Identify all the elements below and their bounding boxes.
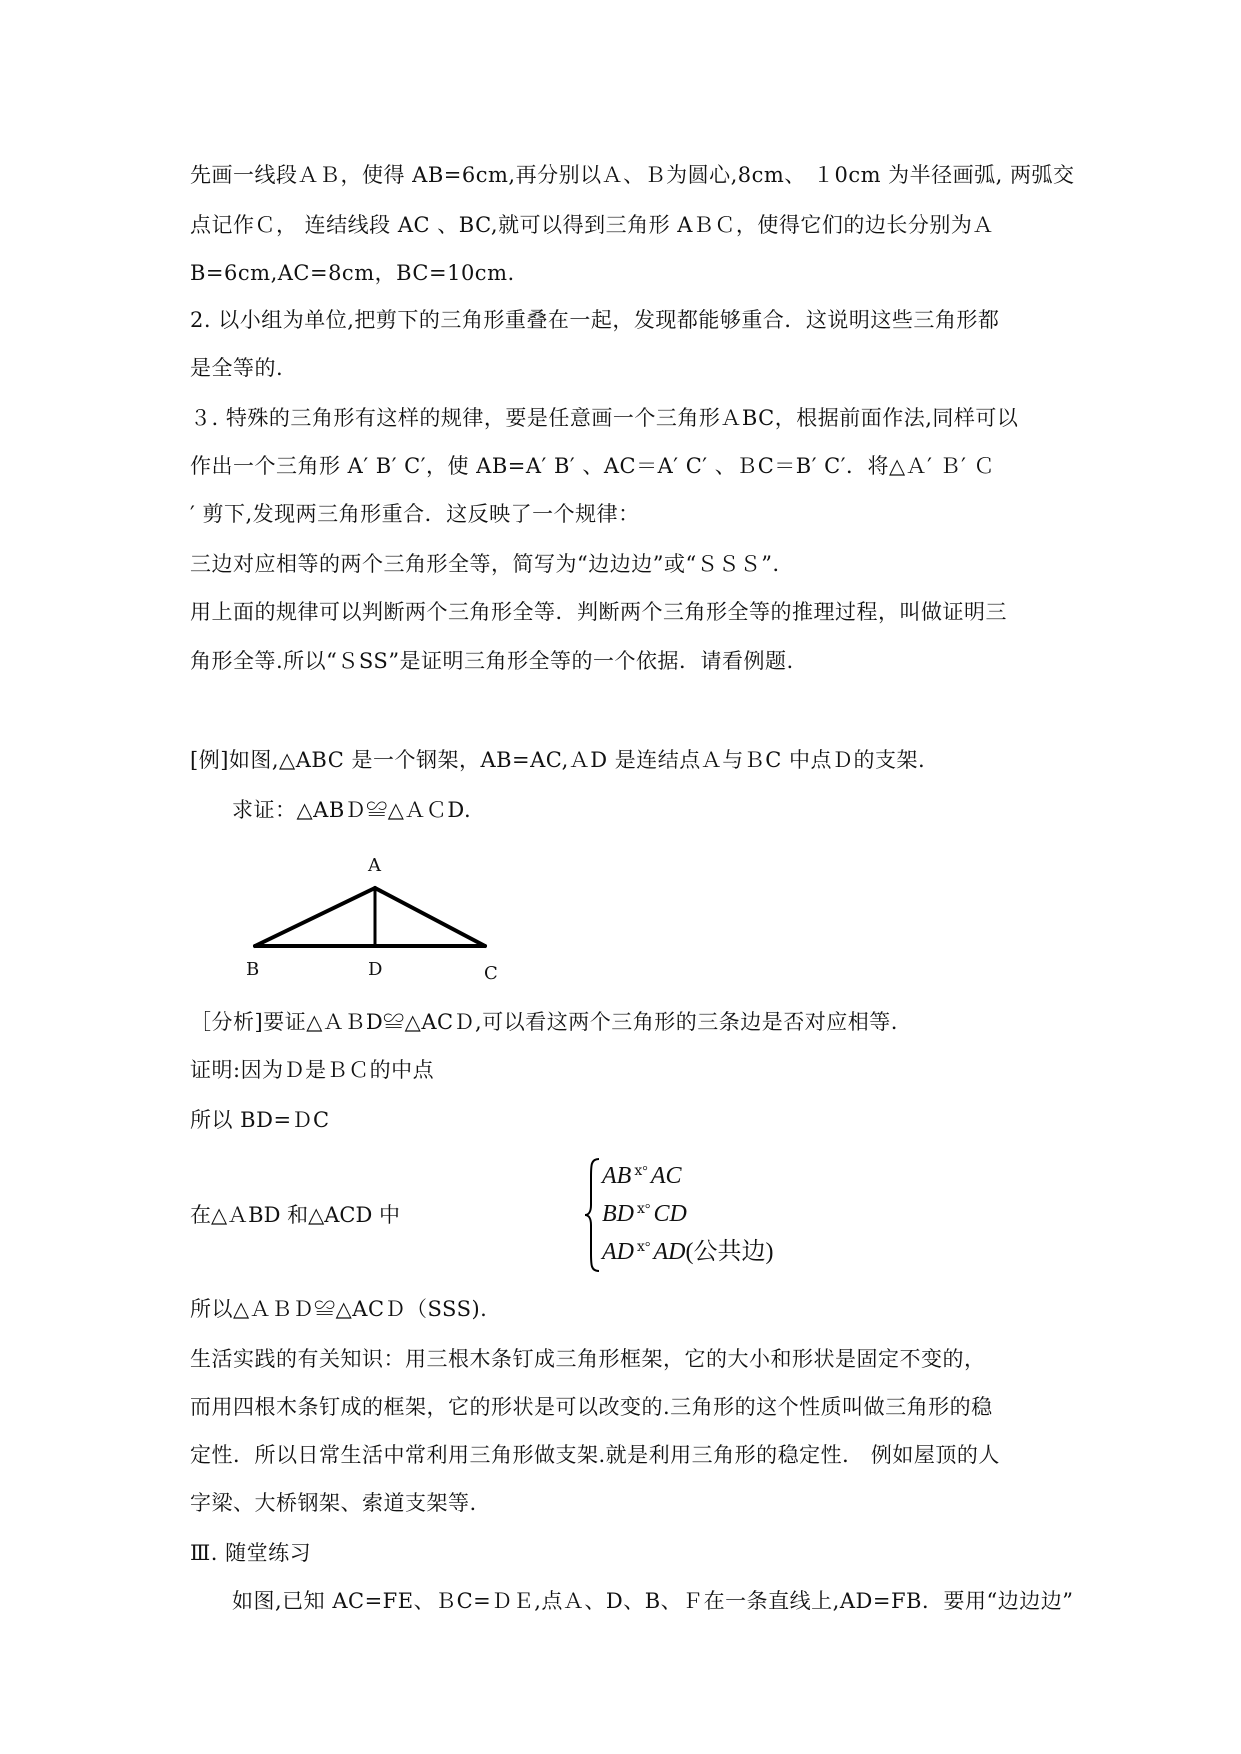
equation-1 <box>602 1157 682 1191</box>
paragraph-line: 而用四根木条钉成的框架，它的形状是可以改变的.三角形的这个性质叫做三角形的稳 <box>190 1395 993 1419</box>
relation-symbol: ⅹ° <box>637 1202 651 1217</box>
vertex-label-a: A <box>368 855 381 876</box>
paragraph-line: 字梁、大桥钢架、索道支架等. <box>190 1491 477 1515</box>
triangle-diagram <box>240 853 510 983</box>
paragraph-line: B=6cm,AC=8cm，BC=10cm. <box>190 261 515 285</box>
paragraph-line: ′ 剪下,发现两三角形重合．这反映了一个规律： <box>190 502 640 526</box>
equation-2 <box>602 1195 687 1229</box>
analysis-line: ［分析]要证△ＡＢD≌△ACＤ,可以看这两个三角形的三条边是否对应相等. <box>190 1010 898 1034</box>
eq2-left: BD <box>602 1201 634 1227</box>
prove-statement: 求证：△ABＤ≌△ＡＣD. <box>232 798 472 822</box>
paragraph-line: 角形全等.所以“ＳSS”是证明三角形全等的一个依据．请看例题. <box>190 649 794 673</box>
eq3-left: AD <box>602 1239 634 1265</box>
left-brace <box>583 1155 601 1275</box>
vertex-label-b: B <box>246 959 260 980</box>
equation-3 <box>602 1233 773 1267</box>
paragraph-line: 三边对应相等的两个三角形全等，简写为“边边边”或“ＳＳＳ”． <box>190 552 794 576</box>
proof-system-label: 在△ＡBD 和△ACD 中 <box>190 1203 400 1227</box>
paragraph-line: 作出一个三角形 A′ B′ C′，使 AB=A′ B′ 、AC＝A′ C′ 、ＢC＝B′ C′．将△Ａ′ Ｂ′ Ｃ <box>190 454 996 478</box>
paragraph-line: 点记作Ｃ， 连结线段 AC 、BC,就可以得到三角形 AＢＣ，使得它们的边长分别为Ａ <box>190 213 994 237</box>
paragraph-line: 先画一线段ＡＢ，使得 AB=6cm,再分别以Ａ、Ｂ为圆心,8cm、 １0cm 为半径画弧, 两弧交 <box>190 163 1075 187</box>
proof-line: 证明:因为Ｄ是ＢＣ的中点 <box>190 1058 435 1082</box>
vertex-label-d: D <box>368 959 383 980</box>
paragraph-line: 定性．所以日常生活中常利用三角形做支架.就是利用三角形的稳定性． 例如屋顶的人 <box>190 1443 1000 1467</box>
paragraph-line: 是全等的. <box>190 356 284 380</box>
relation-symbol: ⅹ° <box>637 1240 651 1255</box>
eq3-note: (公共边) <box>685 1239 774 1265</box>
paragraph-line: 生活实践的有关知识：用三根木条钉成三角形框架，它的大小和形状是固定不变的， <box>190 1347 986 1371</box>
proof-system <box>190 1155 774 1275</box>
eq1-right: AC <box>650 1163 682 1189</box>
paragraph-line: 2. 以小组为单位,把剪下的三角形重叠在一起，发现都能够重合．这说明这些三角形都 <box>190 308 1000 332</box>
eq1-left: AB <box>602 1163 632 1189</box>
proof-conclusion: 所以△ＡＢＤ≌△ACＤ（SSS). <box>190 1297 488 1321</box>
paragraph-line: 用上面的规律可以判断两个三角形全等．判断两个三角形全等的推理过程，叫做证明三 <box>190 600 1007 624</box>
relation-symbol: ⅹ° <box>634 1164 648 1179</box>
eq2-right: CD <box>653 1201 687 1227</box>
eq3-right: AD <box>653 1239 686 1265</box>
section-heading: Ⅲ. 随堂练习 <box>190 1541 312 1565</box>
example-statement: [例]如图,△ABC 是一个钢架，AB=AC,ＡD 是连结点Ａ与ＢC 中点Ｄ的支架. <box>190 748 926 772</box>
segment-ab <box>255 888 375 946</box>
paragraph-line: ３. 特殊的三角形有这样的规律，要是任意画一个三角形ＡBC，根据前面作法,同样可以 <box>190 406 1019 430</box>
exercise-line: 如图,已知 AC=FE、ＢC=ＤＥ,点Ａ、D、B、Ｆ在一条直线上,AD=FB．要用“边边边” <box>232 1589 1074 1613</box>
proof-line: 所以 BD=ＤC <box>190 1108 330 1132</box>
segment-ac <box>375 888 485 946</box>
vertex-label-c: C <box>484 963 498 983</box>
